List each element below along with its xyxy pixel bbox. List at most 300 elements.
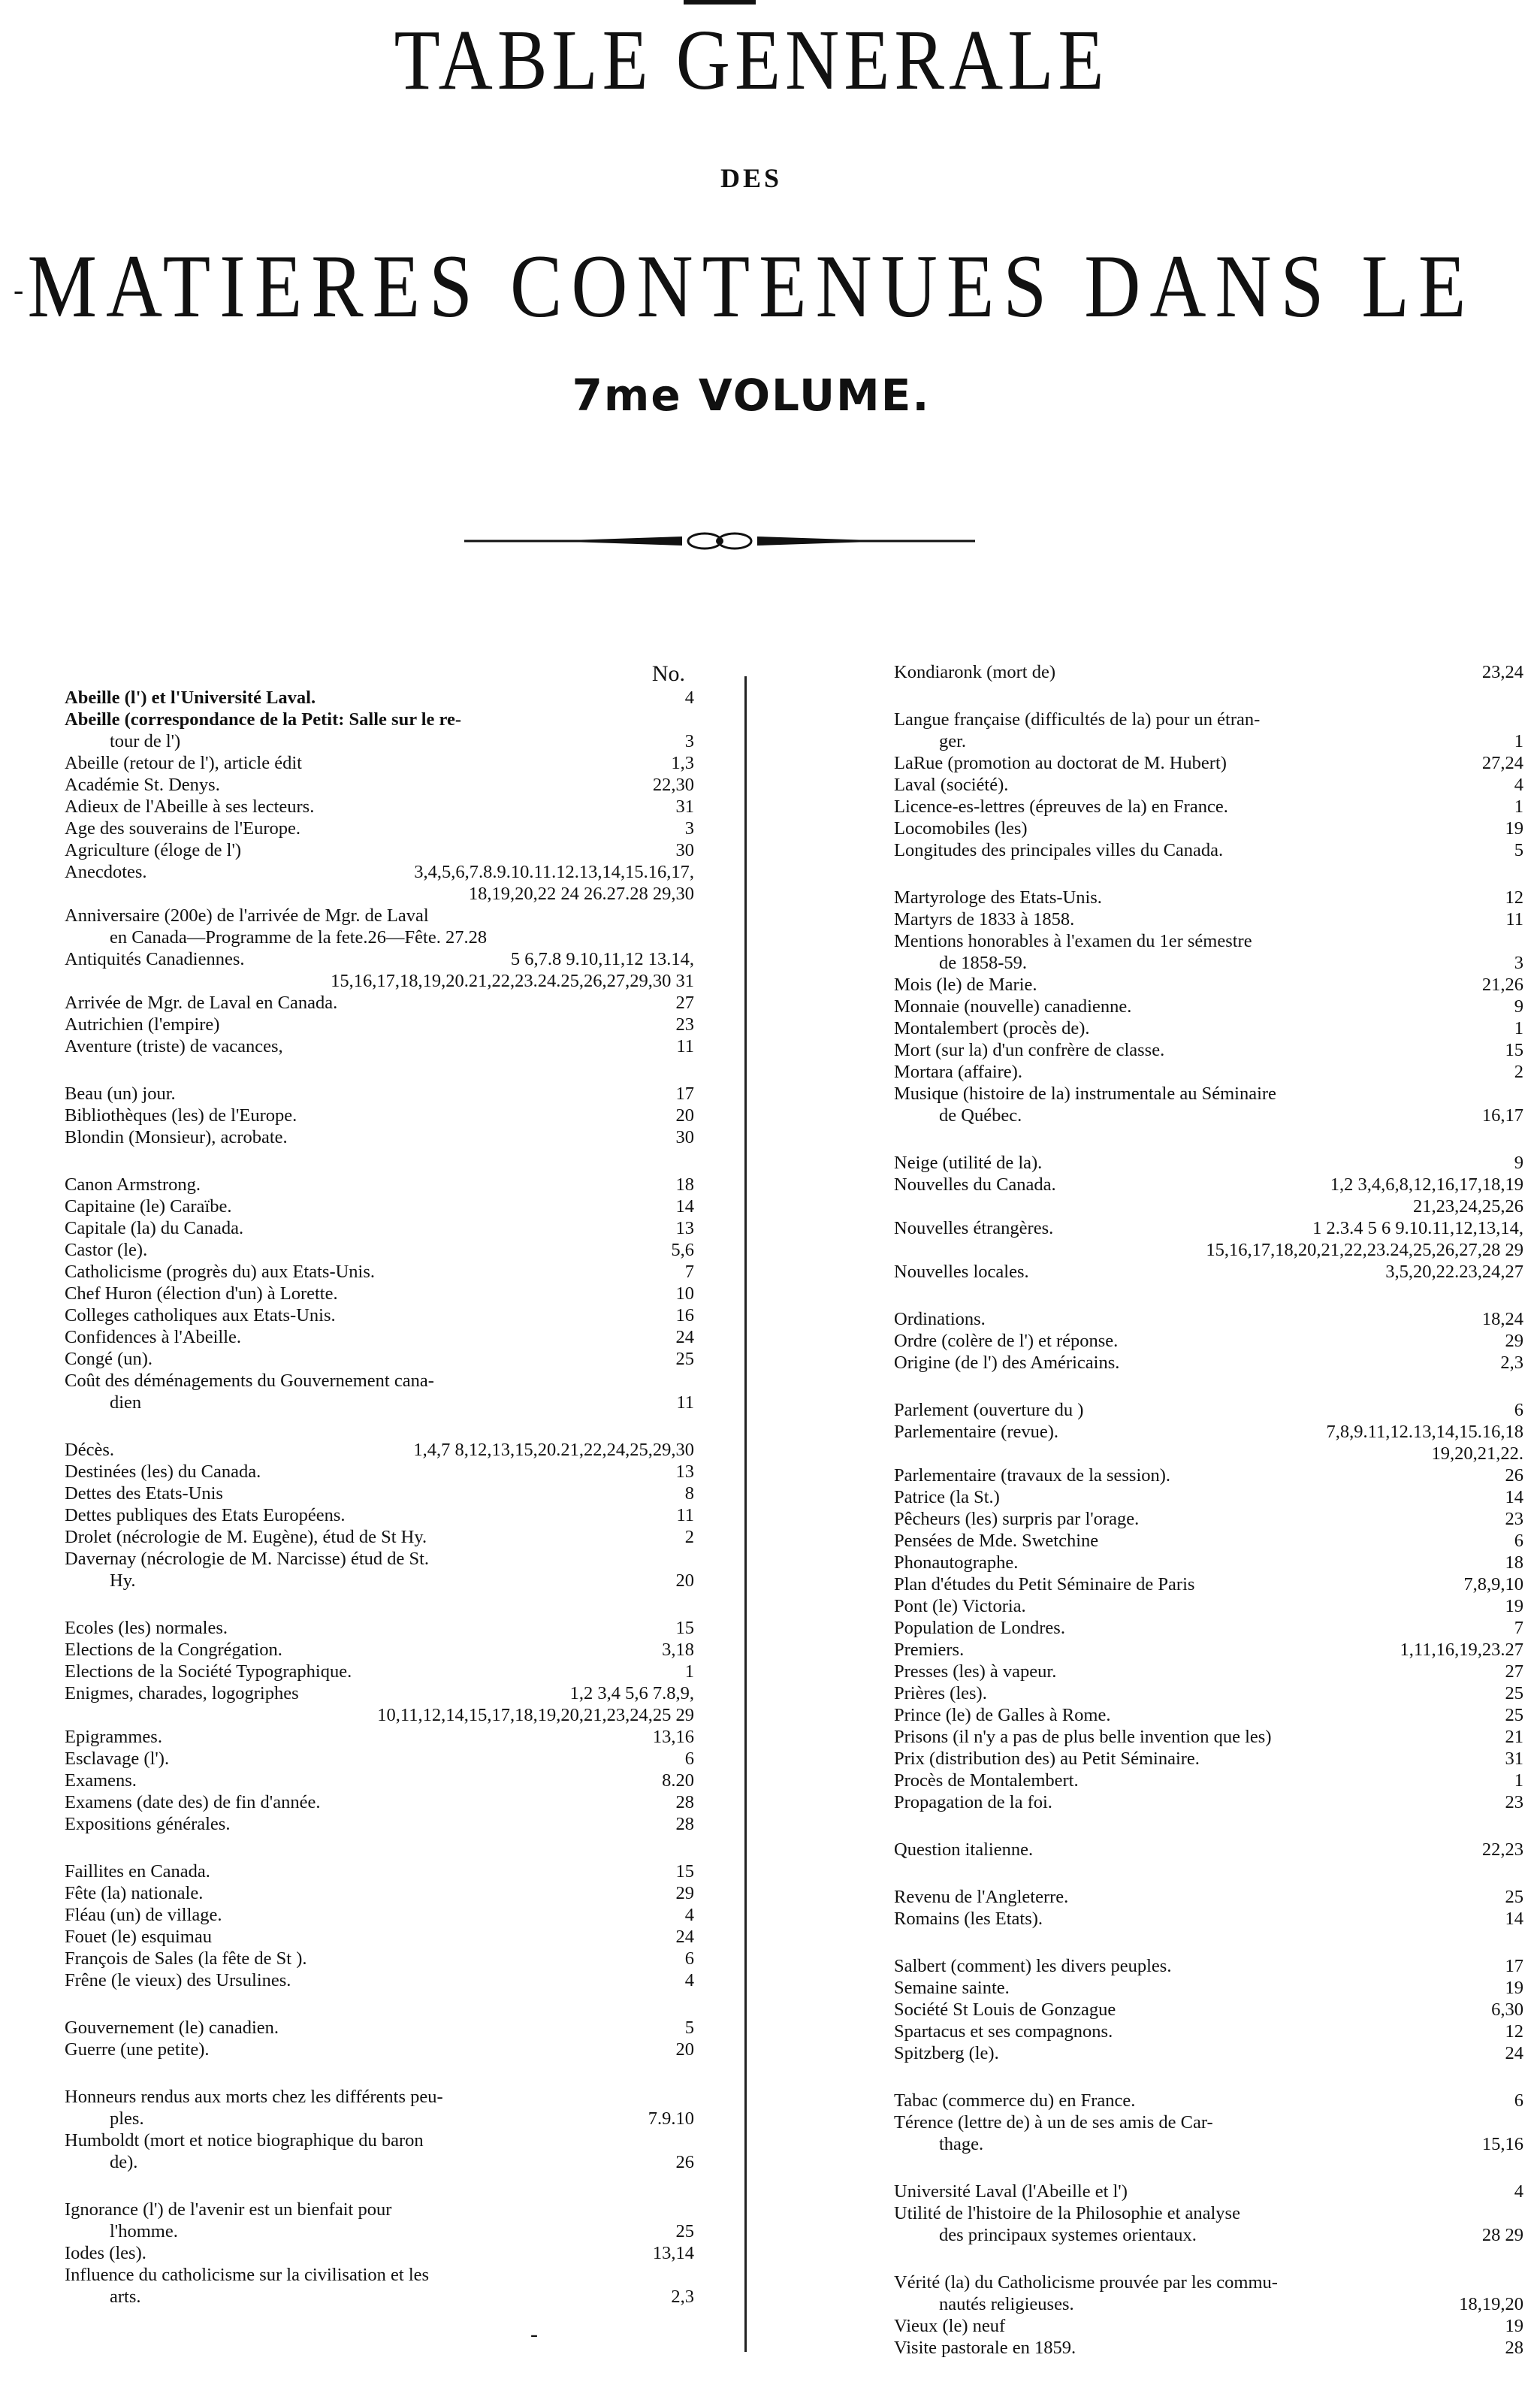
right-index-groups xyxy=(894,661,1540,2359)
entry-label: Parlementaire (travaux de la session). xyxy=(894,1465,1171,1486)
index-entry xyxy=(894,1617,1540,1639)
index-entry xyxy=(894,2202,1540,2224)
entry-label: Fête (la) nationale. xyxy=(65,1883,204,1903)
entry-number: 13,16 xyxy=(652,1727,694,1747)
entry-number: 19 xyxy=(1505,1978,1523,1998)
entry-label: Elections de la Société Typographique. xyxy=(65,1661,352,1682)
entry-label: Beau (un) jour. xyxy=(65,1084,176,1104)
index-entry xyxy=(65,709,711,730)
entry-label: Capitale (la) du Canada. xyxy=(65,1218,244,1238)
entry-number: 3,4,5,6,7.8.9.10.11.12.13,14,15.16,17, xyxy=(414,862,694,882)
index-entry xyxy=(65,948,711,970)
entry-label: Patrice (la St.) xyxy=(894,1487,1000,1507)
index-entry xyxy=(65,1770,711,1791)
index-group xyxy=(65,687,711,1057)
entry-label: Examens. xyxy=(65,1770,137,1791)
entry-label: Mortara (affaire). xyxy=(894,1062,1022,1082)
entry-number: 29 xyxy=(1505,1331,1523,1351)
index-entry xyxy=(894,1908,1540,1930)
entry-number: 18 xyxy=(1505,1552,1523,1573)
index-entry xyxy=(65,2242,711,2264)
index-entry xyxy=(65,752,711,774)
index-entry xyxy=(65,1239,711,1261)
index-entry xyxy=(65,1126,711,1148)
entry-label: Martyrologe des Etats-Unis. xyxy=(894,887,1102,908)
entry-label: Prince (le) de Galles à Rome. xyxy=(894,1705,1111,1725)
entry-label: Autrichien (l'empire) xyxy=(65,1014,220,1035)
index-entry xyxy=(65,1035,711,1057)
index-entry xyxy=(65,1661,711,1682)
entry-label: Castor (le). xyxy=(65,1240,148,1260)
volume-label: 7me VOLUME. xyxy=(572,370,931,421)
index-entry xyxy=(894,996,1540,1017)
entry-continuation: 19,20,21,22. xyxy=(1431,1443,1523,1464)
index-entry xyxy=(894,818,1540,839)
entry-number: 9 xyxy=(1514,996,1523,1017)
entry-number: 7 xyxy=(684,1262,694,1282)
index-group xyxy=(65,1083,711,1148)
entry-label: Humboldt (mort et notice biographique du baron xyxy=(65,2130,424,2151)
entry-number: 7,8,9,10 xyxy=(1463,1574,1523,1594)
index-group xyxy=(894,661,1540,683)
entry-label: Abeille (retour de l'), article édit xyxy=(65,753,302,773)
entry-number: 6,30 xyxy=(1491,2000,1523,2020)
index-entry xyxy=(65,1014,711,1035)
entry-continuation: 15,16,17,18,20,21,22,23.24,25,26,27,28 29 xyxy=(1206,1240,1523,1260)
bottom-mark: - xyxy=(530,2322,538,2347)
entry-number: 1,4,7 8,12,13,15,20.21,22,24,25,29,30 xyxy=(413,1440,694,1460)
entry-label: Examens (date des) de fin d'année. xyxy=(65,1792,321,1812)
entry-number: 27 xyxy=(1505,1661,1523,1682)
index-entry xyxy=(894,2133,1540,2155)
index-entry xyxy=(65,1860,711,1882)
entry-number: 1 xyxy=(1514,731,1523,751)
entry-label: Mentions honorables à l'examen du 1er sémestre xyxy=(894,931,1252,951)
margin-mark: - xyxy=(14,273,24,307)
entry-continuation: 10,11,12,14,15,17,18,19,20,21,23,24,25 29 xyxy=(377,1705,694,1725)
entry-number: 4 xyxy=(684,688,694,708)
entry-label: François de Sales (la fête de St ). xyxy=(65,1948,307,1969)
entry-label: Age des souverains de l'Europe. xyxy=(65,818,300,839)
entry-label: de). xyxy=(110,2152,138,2172)
index-entry xyxy=(894,1886,1540,1908)
entry-number: 26 xyxy=(675,2152,694,2172)
entry-label: Licence-es-lettres (épreuves de la) en France. xyxy=(894,796,1228,817)
entry-number: 8 xyxy=(684,1483,694,1504)
entry-label: Académie St. Denys. xyxy=(65,775,220,795)
entry-number: 16 xyxy=(675,1305,694,1325)
entry-number: 14 xyxy=(675,1196,694,1217)
entry-label: tour de l') xyxy=(110,731,181,751)
entry-label: Aventure (triste) de vacances, xyxy=(65,1036,283,1056)
entry-number: 11 xyxy=(1505,909,1523,929)
index-entry xyxy=(894,839,1540,861)
entry-label: Phonautographe. xyxy=(894,1552,1019,1573)
index-entry xyxy=(894,1552,1540,1573)
entry-number: 3,18 xyxy=(662,1640,694,1660)
entry-number: 4 xyxy=(684,1905,694,1925)
index-entry xyxy=(894,1704,1540,1726)
entry-label: Bibliothèques (les) de l'Europe. xyxy=(65,1105,297,1126)
entry-label: Anniversaire (200e) de l'arrivée de Mgr. de Laval xyxy=(65,905,429,926)
index-column-left xyxy=(65,661,711,2333)
index-entry xyxy=(894,1421,1540,1443)
index-group xyxy=(894,2090,1540,2155)
entry-number: 7,8,9.11,12.13,14,15.16,18 xyxy=(1326,1422,1523,1442)
entry-label: Laval (société). xyxy=(894,775,1009,795)
entry-number: 6 xyxy=(1514,1531,1523,1551)
entry-number: 1 xyxy=(684,1661,694,1682)
entry-number: 1,2 3,4,6,8,12,16,17,18,19 xyxy=(1330,1174,1523,1195)
entry-label: de Québec. xyxy=(939,1105,1022,1126)
entry-label: Blondin (Monsieur), acrobate. xyxy=(65,1127,288,1147)
entry-number: 4 xyxy=(1514,2181,1523,2202)
index-entry xyxy=(894,774,1540,796)
entry-label: Destinées (les) du Canada. xyxy=(65,1461,261,1482)
entry-number: 7 xyxy=(1514,1618,1523,1638)
index-entry xyxy=(894,1955,1540,1977)
index-group xyxy=(65,1439,711,1591)
entry-number: 21 xyxy=(1505,1727,1523,1747)
entry-number: 11 xyxy=(676,1036,694,1056)
entry-label: Décès. xyxy=(65,1440,114,1460)
index-entry xyxy=(894,1977,1540,1999)
entry-label: Revenu de l'Angleterre. xyxy=(894,1887,1069,1907)
entry-number: 29 xyxy=(675,1883,694,1903)
entry-number: 20 xyxy=(675,1570,694,1591)
index-entry xyxy=(65,1195,711,1217)
index-group xyxy=(894,1308,1540,1374)
index-group xyxy=(894,2272,1540,2359)
entry-label: Influence du catholicisme sur la civilisation et les xyxy=(65,2265,430,2285)
index-entry xyxy=(894,1726,1540,1748)
index-entry xyxy=(894,2181,1540,2202)
index-group xyxy=(65,1617,711,1835)
entry-number: 15 xyxy=(675,1618,694,1638)
index-group xyxy=(894,887,1540,1126)
entry-number: 14 xyxy=(1505,1909,1523,1929)
index-entry xyxy=(894,1017,1540,1039)
index-entry xyxy=(894,796,1540,818)
entry-label: Premiers. xyxy=(894,1640,965,1660)
index-entry xyxy=(894,2315,1540,2337)
index-entry xyxy=(65,730,711,752)
entry-label: Agriculture (éloge de l') xyxy=(65,840,242,860)
entry-label: Expositions générales. xyxy=(65,1814,231,1834)
entry-number: 9 xyxy=(1514,1153,1523,1173)
index-group xyxy=(65,2086,711,2173)
entry-number: 28 xyxy=(675,1814,694,1834)
index-entry xyxy=(894,1791,1540,1813)
entry-number: 18,24 xyxy=(1481,1309,1523,1329)
index-entry xyxy=(894,2337,1540,2359)
entry-number: 1,3 xyxy=(671,753,694,773)
index-entry xyxy=(65,992,711,1014)
index-entry xyxy=(65,905,711,926)
entry-number: 24 xyxy=(1505,2043,1523,2063)
entry-label: Pont (le) Victoria. xyxy=(894,1596,1026,1616)
entry-label: Arrivée de Mgr. de Laval en Canada. xyxy=(65,993,338,1013)
entry-number: 13 xyxy=(675,1218,694,1238)
entry-label: Catholicisme (progrès du) aux Etats-Unis. xyxy=(65,1262,376,1282)
index-entry xyxy=(894,908,1540,930)
entry-label: Enigmes, charades, logogriphes xyxy=(65,1683,299,1703)
index-entry xyxy=(65,1748,711,1770)
entry-label: Nouvelles étrangères. xyxy=(894,1218,1054,1238)
index-entry xyxy=(65,1682,711,1704)
index-entry xyxy=(65,2286,711,2308)
entry-label: Chef Huron (élection d'un) à Lorette. xyxy=(65,1283,338,1304)
entry-number: 3 xyxy=(684,731,694,751)
index-entry xyxy=(65,2129,711,2151)
index-entry xyxy=(894,1308,1540,1330)
entry-label: Utilité de l'histoire de la Philosophie et analyse xyxy=(894,2203,1240,2223)
index-entry xyxy=(65,861,711,883)
index-entry xyxy=(65,1217,711,1239)
entry-number: 30 xyxy=(675,1127,694,1147)
entry-number: 5,6 xyxy=(671,1240,694,1260)
index-entry xyxy=(65,1348,711,1370)
top-rule xyxy=(684,0,756,5)
entry-label: Guerre (une petite). xyxy=(65,2039,210,2060)
entry-number: 7.9.10 xyxy=(648,2108,694,2129)
index-entry xyxy=(65,1904,711,1926)
index-entry xyxy=(65,1370,711,1392)
index-group xyxy=(894,1955,1540,2064)
index-entry xyxy=(894,2111,1540,2133)
entry-number: 24 xyxy=(675,1927,694,1947)
index-entry xyxy=(894,1508,1540,1530)
entry-label: Université Laval (l'Abeille et l') xyxy=(894,2181,1128,2202)
entry-label: Procès de Montalembert. xyxy=(894,1770,1079,1791)
index-entry xyxy=(894,661,1540,683)
index-entry xyxy=(65,1304,711,1326)
index-entry xyxy=(65,1526,711,1548)
index-entry xyxy=(65,1083,711,1105)
index-entry xyxy=(894,974,1540,996)
entry-label: Monnaie (nouvelle) canadienne. xyxy=(894,996,1132,1017)
entry-label: Térence (lettre de) à un de ses amis de Car- xyxy=(894,2112,1213,2133)
entry-number: 1 xyxy=(1514,796,1523,817)
index-entry xyxy=(65,2199,711,2220)
index-group xyxy=(894,2181,1540,2246)
entry-label: Colleges catholiques aux Etats-Unis. xyxy=(65,1305,336,1325)
entry-label: Pêcheurs (les) surpris par l'orage. xyxy=(894,1509,1140,1529)
entry-label: Drolet (nécrologie de M. Eugène), étud de St Hy. xyxy=(65,1527,427,1547)
index-entry xyxy=(894,1748,1540,1770)
entry-number: 3 xyxy=(1514,953,1523,973)
index-entry xyxy=(894,1105,1540,1126)
entry-number: 15,16 xyxy=(1481,2134,1523,2154)
entry-number: 6 xyxy=(1514,2090,1523,2111)
entry-number: 13 xyxy=(675,1461,694,1482)
page-subtitle: MATIERES CONTENUES DANS LE xyxy=(27,237,1475,337)
entry-label: Ignorance (l') de l'avenir est un bienfait pour xyxy=(65,2199,392,2220)
index-entry xyxy=(894,1039,1540,1061)
index-group xyxy=(65,2017,711,2060)
index-entry xyxy=(65,1283,711,1304)
index-entry xyxy=(65,2151,711,2173)
index-entry xyxy=(894,2021,1540,2042)
index-group xyxy=(894,709,1540,861)
entry-number: 26 xyxy=(1505,1465,1523,1486)
entry-label: Société St Louis de Gonzague xyxy=(894,2000,1116,2020)
index-entry xyxy=(894,1330,1540,1352)
index-entry xyxy=(894,2042,1540,2064)
entry-number: 10 xyxy=(675,1283,694,1304)
title-connector: DES xyxy=(720,163,783,193)
index-entry xyxy=(894,1595,1540,1617)
index-entry xyxy=(894,1152,1540,1174)
entry-label: Martyrs de 1833 à 1858. xyxy=(894,909,1075,929)
index-entry xyxy=(894,730,1540,752)
index-entry xyxy=(894,1661,1540,1682)
entry-label: dien xyxy=(110,1392,142,1413)
index-entry xyxy=(65,774,711,796)
entry-number: 25 xyxy=(675,1349,694,1369)
entry-continuation: 21,23,24,25,26 xyxy=(1413,1196,1523,1217)
entry-label: Mort (sur la) d'un confrère de classe. xyxy=(894,1040,1165,1060)
index-entry xyxy=(894,1174,1540,1195)
entry-number: 30 xyxy=(675,840,694,860)
entry-number: 27 xyxy=(675,993,694,1013)
entry-number: 18,19,20 xyxy=(1459,2294,1523,2314)
entry-number: 2 xyxy=(684,1527,694,1547)
entry-label: Salbert (comment) les divers peuples. xyxy=(894,1956,1172,1976)
index-group xyxy=(894,1886,1540,1930)
entry-label: Semaine sainte. xyxy=(894,1978,1010,1998)
entry-number: 23 xyxy=(1505,1792,1523,1812)
index-entry xyxy=(65,1791,711,1813)
entry-label: Confidences à l'Abeille. xyxy=(65,1327,242,1347)
index-entry xyxy=(894,1217,1540,1239)
index-entry xyxy=(65,1174,711,1195)
entry-label: Capitaine (le) Caraïbe. xyxy=(65,1196,232,1217)
index-entry xyxy=(65,1882,711,1904)
index-entry xyxy=(894,2224,1540,2246)
entry-number: 27,24 xyxy=(1481,753,1523,773)
entry-number: 31 xyxy=(675,796,694,817)
index-entry xyxy=(894,1573,1540,1595)
index-entry xyxy=(65,1439,711,1461)
index-entry xyxy=(65,1392,711,1413)
index-entry xyxy=(894,1530,1540,1552)
index-entry xyxy=(65,1326,711,1348)
entry-number: 2,3 xyxy=(671,2287,694,2307)
index-group xyxy=(894,1152,1540,1283)
entry-number: 17 xyxy=(1505,1956,1523,1976)
entry-label: Esclavage (l'). xyxy=(65,1749,170,1769)
entry-label: Hy. xyxy=(110,1570,136,1591)
index-entry xyxy=(65,1483,711,1504)
entry-number: 28 29 xyxy=(1481,2225,1523,2245)
entry-label: Visite pastorale en 1859. xyxy=(894,2338,1076,2358)
entry-label: Tabac (commerce du) en France. xyxy=(894,2090,1136,2111)
entry-number: 15 xyxy=(1505,1040,1523,1060)
index-entry xyxy=(65,1105,711,1126)
entry-number: 22,23 xyxy=(1481,1839,1523,1860)
entry-label: Nouvelles locales. xyxy=(894,1262,1029,1282)
index-entry xyxy=(894,752,1540,774)
entry-number: 11 xyxy=(676,1505,694,1525)
index-entry xyxy=(894,1399,1540,1421)
entry-number: 5 xyxy=(1514,840,1523,860)
index-entry xyxy=(894,1464,1540,1486)
entry-number: 1 2.3.4 5 6 9.10.11,12,13,14, xyxy=(1312,1218,1523,1238)
entry-label: LaRue (promotion au doctorat de M. Hubert) xyxy=(894,753,1227,773)
column-divider xyxy=(744,676,747,2352)
entry-number: 16,17 xyxy=(1481,1105,1523,1126)
number-column-header: No. xyxy=(651,661,685,686)
entry-number: 31 xyxy=(1505,1749,1523,1769)
entry-number: 3,5,20,22.23,24,27 xyxy=(1385,1262,1523,1282)
index-entry xyxy=(65,1570,711,1591)
index-entry xyxy=(65,1726,711,1748)
entry-number: 2,3 xyxy=(1500,1353,1523,1373)
entry-number: 1 xyxy=(1514,1018,1523,1038)
entry-label: Congé (un). xyxy=(65,1349,153,1369)
entry-label: Gouvernement (le) canadien. xyxy=(65,2018,279,2038)
entry-number: 6 xyxy=(684,1948,694,1969)
entry-number: 19 xyxy=(1505,2316,1523,2336)
index-entry xyxy=(65,2086,711,2108)
entry-number: 12 xyxy=(1505,2021,1523,2042)
entry-number: 1 xyxy=(1514,1770,1523,1791)
index-entry xyxy=(65,1461,711,1483)
entry-label: nautés religieuses. xyxy=(939,2294,1074,2314)
entry-label: ger. xyxy=(939,731,967,751)
entry-label: Parlement (ouverture du ) xyxy=(894,1400,1084,1420)
index-column-right xyxy=(894,661,1540,2384)
entry-label: Dettes des Etats-Unis xyxy=(65,1483,223,1504)
index-entry xyxy=(65,687,711,709)
ornament-divider xyxy=(457,526,983,556)
entry-label: Fléau (un) de village. xyxy=(65,1905,222,1925)
entry-number: 23 xyxy=(1505,1509,1523,1529)
entry-label: de 1858-59. xyxy=(939,953,1028,973)
index-entry xyxy=(65,839,711,861)
entry-number: 25 xyxy=(1505,1683,1523,1703)
entry-number: 15 xyxy=(675,1861,694,1882)
index-entry xyxy=(894,1486,1540,1508)
index-entry xyxy=(65,1926,711,1948)
entry-continuation: 15,16,17,18,19,20.21,22,23.24.25,26,27,29,30 31 xyxy=(331,971,694,991)
index-entry xyxy=(894,2272,1540,2293)
entry-label: Kondiaronk (mort de) xyxy=(894,662,1055,682)
entry-label: Antiquités Canadiennes. xyxy=(65,949,245,969)
entry-number: 22,30 xyxy=(652,775,694,795)
index-entry xyxy=(65,1969,711,1991)
index-entry xyxy=(65,1617,711,1639)
index-entry xyxy=(894,2090,1540,2111)
entry-label: Adieux de l'Abeille à ses lecteurs. xyxy=(65,796,315,817)
index-group xyxy=(65,1860,711,1991)
entry-number: 6 xyxy=(684,1749,694,1769)
entry-label: Presses (les) à vapeur. xyxy=(894,1661,1057,1682)
entry-number: 19 xyxy=(1505,1596,1523,1616)
entry-number: 8.20 xyxy=(662,1770,694,1791)
entry-number: 4 xyxy=(1514,775,1523,795)
index-entry xyxy=(894,952,1540,974)
entry-label: Musique (histoire de la) instrumentale au Séminaire xyxy=(894,1084,1276,1104)
entry-label: arts. xyxy=(110,2287,141,2307)
entry-label: Faillites en Canada. xyxy=(65,1861,210,1882)
entry-label: Abeille (correspondance de la Petit: Salle sur le re- xyxy=(65,709,462,730)
entry-label: Honneurs rendus aux morts chez les différents peu- xyxy=(65,2087,443,2107)
entry-continuation: 18,19,20,22 24 26.27.28 29,30 xyxy=(468,884,694,904)
entry-number: 12 xyxy=(1505,887,1523,908)
entry-label: Spitzberg (le). xyxy=(894,2043,999,2063)
